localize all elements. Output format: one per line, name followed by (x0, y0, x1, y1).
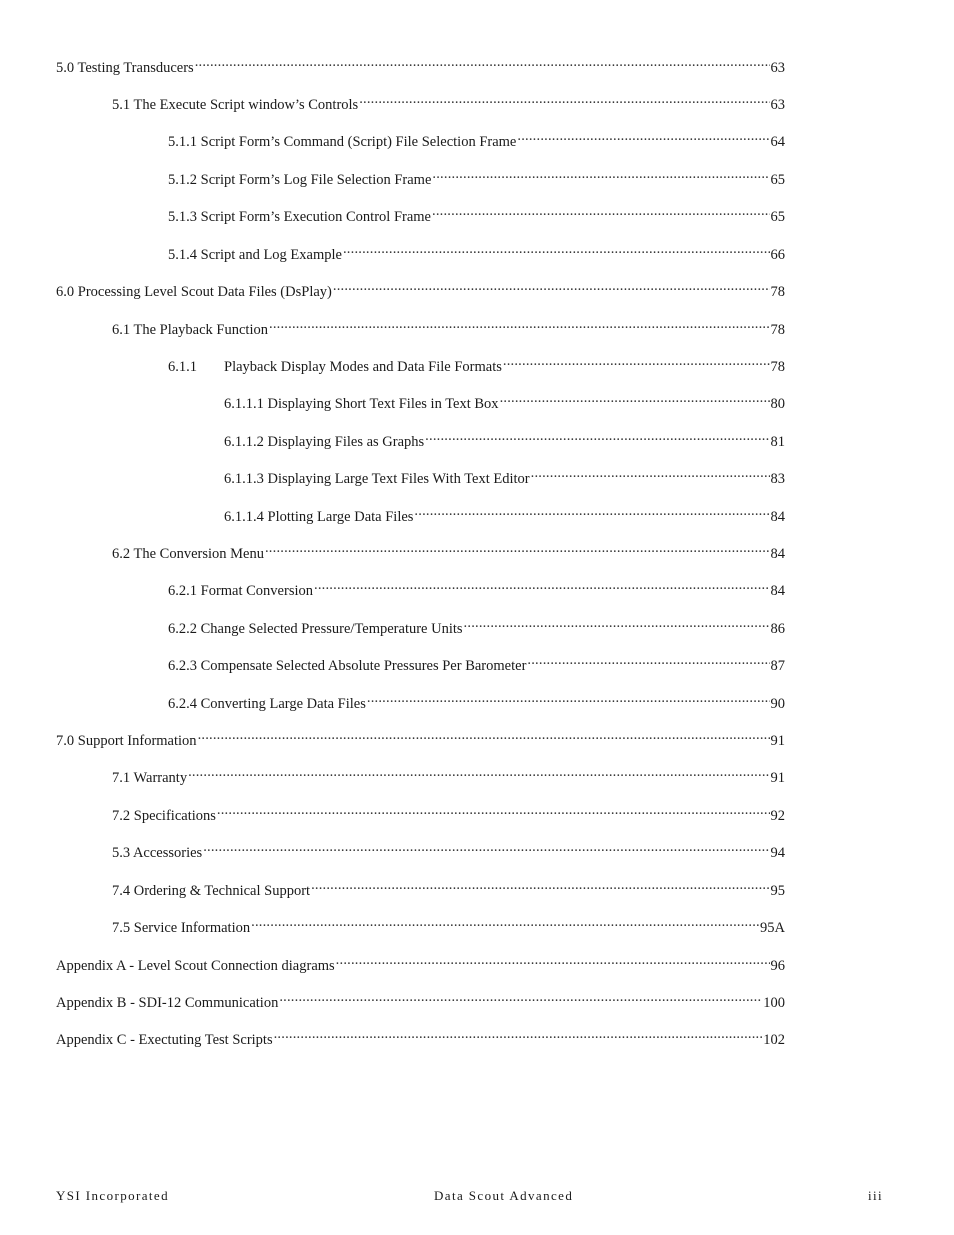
dot-leader (425, 426, 769, 446)
toc-entry-title: 7.4 Ordering & Technical Support (112, 883, 311, 899)
toc-entry-title: Playback Display Modes and Data File Formats (224, 359, 502, 375)
toc-entry-title: 7.1 Warranty (112, 770, 188, 786)
toc-entry-page: 94 (770, 845, 785, 861)
dot-leader (432, 201, 770, 221)
toc-entry-title: 6.2 The Conversion Menu (112, 546, 264, 562)
toc-entry-5-0[interactable] (56, 52, 785, 76)
dot-leader (269, 314, 770, 334)
toc-entry-page: 91 (770, 733, 785, 749)
toc-entry-page: 84 (770, 509, 785, 525)
toc-entry-page: 102 (763, 1032, 785, 1048)
dot-leader (217, 800, 770, 820)
toc-entry-title: 7.5 Service Information (112, 920, 251, 936)
toc-entry-5-3[interactable] (112, 837, 785, 861)
toc-entry-page: 64 (770, 134, 785, 150)
toc-entry-title: 5.1 The Execute Script window’s Controls (112, 97, 359, 113)
toc-entry-title: Appendix B - SDI-12 Communication (56, 995, 279, 1011)
dot-leader (336, 950, 770, 970)
dot-leader (314, 575, 770, 595)
toc-entry-5-1-2[interactable] (168, 164, 785, 188)
toc-entry-page: 65 (770, 172, 785, 188)
toc-entry-title: 7.0 Support Information (56, 733, 197, 749)
toc-entry-6-1[interactable] (112, 314, 785, 338)
toc-entry-appendix-a[interactable] (56, 950, 785, 974)
toc-entry-title: 6.1.1.3 Displaying Large Text Files With Text Editor (224, 471, 530, 487)
toc-entry-appendix-c[interactable] (56, 1024, 785, 1048)
toc-entry-page: 95A (760, 920, 785, 936)
footer-page-number: iii (868, 1188, 884, 1203)
dot-leader (359, 89, 769, 109)
toc-entry-page: 95 (770, 883, 785, 899)
toc-entry-5-1-4[interactable] (168, 239, 785, 263)
toc-entry-page: 90 (770, 696, 785, 712)
dot-leader (367, 688, 770, 708)
toc-entry-title: 6.2.3 Compensate Selected Absolute Pressures Per Barometer (168, 658, 527, 674)
footer-document-title: Data Scout Advanced (434, 1188, 574, 1203)
dot-leader (517, 126, 769, 146)
toc-entry-page: 84 (770, 583, 785, 599)
toc-entry-6-1-1-1[interactable] (224, 388, 785, 412)
dot-leader (527, 650, 769, 670)
toc-entry-page: 87 (770, 658, 785, 674)
toc-entry-title: 5.3 Accessories (112, 845, 203, 861)
dot-leader (188, 762, 769, 782)
toc-entry-page: 63 (770, 60, 785, 76)
toc-entry-page: 83 (770, 471, 785, 487)
dot-leader (503, 351, 770, 371)
toc-entry-page: 63 (770, 97, 785, 113)
dot-leader (333, 276, 770, 296)
toc-entry-title: 6.1.1.1 Displaying Short Text Files in Text Box (224, 396, 499, 412)
toc-entry-title: 6.1.1.2 Displaying Files as Graphs (224, 434, 425, 450)
toc-entry-page: 78 (770, 322, 785, 338)
toc-entry-title: Appendix A - Level Scout Connection diagrams (56, 958, 335, 974)
toc-entry-title: 7.2 Specifications (112, 808, 216, 824)
toc-entry-7-1[interactable] (112, 762, 785, 786)
toc-entry-6-2-4[interactable] (168, 688, 785, 712)
toc-entry-title: 6.2.2 Change Selected Pressure/Temperature Units (168, 621, 463, 637)
dot-leader (198, 725, 770, 745)
toc-entry-7-5[interactable] (112, 912, 785, 936)
toc-entry-page: 96 (770, 958, 785, 974)
toc-entry-page: 80 (770, 396, 785, 412)
dot-leader (251, 912, 759, 932)
toc-entry-6-1-1[interactable] (168, 351, 785, 375)
dot-leader (195, 52, 770, 72)
toc-entry-title: 6.1 The Playback Function (112, 322, 268, 338)
toc-entry-title: 5.0 Testing Transducers (56, 60, 194, 76)
toc-entry-5-1-1[interactable] (168, 126, 785, 150)
toc-entry-6-2[interactable] (112, 538, 785, 562)
toc-entry-page: 84 (770, 546, 785, 562)
toc-entry-6-2-1[interactable] (168, 575, 785, 599)
toc-entry-title: 5.1.3 Script Form’s Execution Control Frame (168, 209, 431, 225)
toc-entry-6-1-1-3[interactable] (224, 463, 785, 487)
toc-entry-title: Appendix C - Exectuting Test Scripts (56, 1032, 273, 1048)
toc-entry-appendix-b[interactable] (56, 987, 785, 1011)
toc-entry-6-2-2[interactable] (168, 613, 785, 637)
toc-entry-title: 5.1.2 Script Form’s Log File Selection Frame (168, 172, 432, 188)
toc-entry-page: 66 (770, 247, 785, 263)
toc-entry-page: 78 (770, 284, 785, 300)
toc-entry-page: 100 (763, 995, 785, 1011)
dot-leader (203, 837, 769, 857)
toc-entry-7-2[interactable] (112, 800, 785, 824)
toc-entry-page: 91 (770, 770, 785, 786)
dot-leader (414, 501, 769, 521)
toc-entry-6-1-1-4[interactable] (224, 501, 785, 525)
toc-entry-title: 5.1.1 Script Form’s Command (Script) File Selection Frame (168, 134, 517, 150)
toc-entry-5-1[interactable] (112, 89, 785, 113)
toc-entry-page: 86 (770, 621, 785, 637)
toc-entry-number: 6.1.1 (168, 359, 197, 375)
toc-entry-7-4[interactable] (112, 875, 785, 899)
dot-leader (279, 987, 762, 1007)
toc-entry-title: 6.0 Processing Level Scout Data Files (DsPlay) (56, 284, 332, 300)
toc-entry-title: 6.2.1 Format Conversion (168, 583, 313, 599)
dot-leader (500, 388, 770, 408)
dot-leader (432, 164, 769, 184)
toc-entry-page: 65 (770, 209, 785, 225)
toc-entry-6-2-3[interactable] (168, 650, 785, 674)
dot-leader (311, 875, 769, 895)
toc-entry-page: 81 (770, 434, 785, 450)
toc-entry-6-1-1-2[interactable] (224, 426, 785, 450)
dot-leader (265, 538, 770, 558)
toc-entry-5-1-3[interactable] (168, 201, 785, 225)
dot-leader (531, 463, 770, 483)
toc-entry-page: 78 (770, 359, 785, 375)
toc-entry-6-0[interactable] (56, 276, 785, 300)
footer-company: YSI Incorporated (56, 1188, 170, 1203)
toc-entry-7-0[interactable] (56, 725, 785, 749)
toc-entry-title: 6.2.4 Converting Large Data Files (168, 696, 366, 712)
dot-leader (274, 1024, 763, 1044)
toc-entry-title: 5.1.4 Script and Log Example (168, 247, 342, 263)
dot-leader (343, 239, 770, 259)
dot-leader (464, 613, 770, 633)
toc-entry-title: 6.1.1.4 Plotting Large Data Files (224, 509, 414, 525)
toc-entry-page: 92 (770, 808, 785, 824)
